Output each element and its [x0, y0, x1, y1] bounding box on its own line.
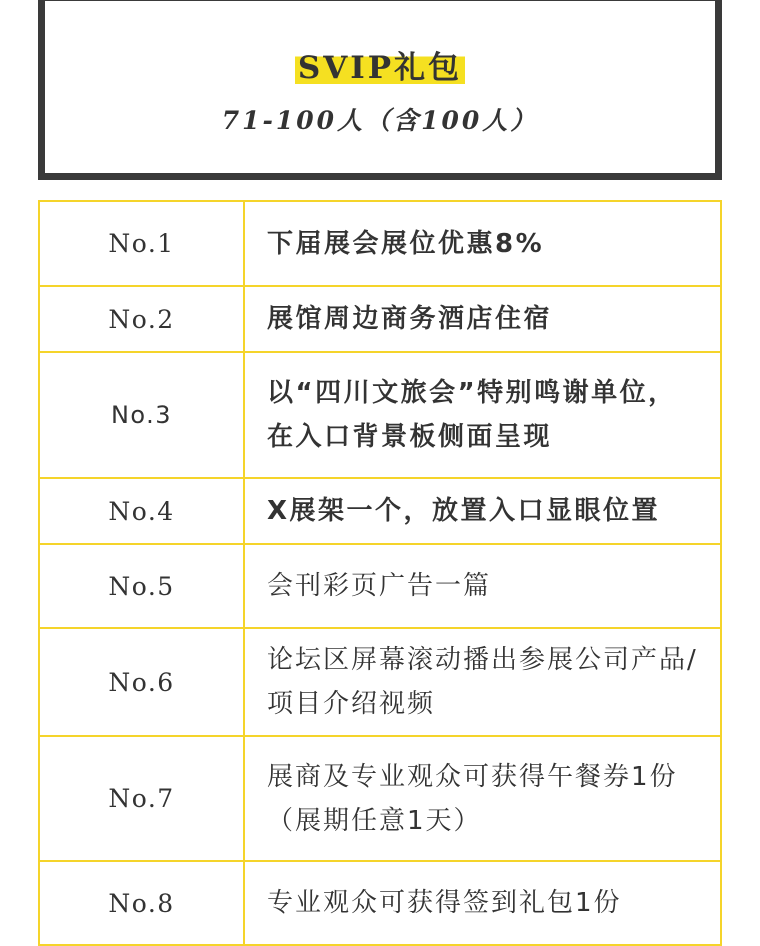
row-number: No.3 — [39, 352, 244, 478]
row-number: No.8 — [39, 861, 244, 945]
row-number: No.1 — [39, 201, 244, 286]
table-row — [39, 861, 721, 945]
table-row — [39, 628, 721, 736]
table-row — [39, 286, 721, 352]
row-number: No.7 — [39, 736, 244, 861]
title-wrap — [45, 49, 715, 87]
row-description: 以“四川文旅会”特别鸣谢单位，在入口背景板侧面呈现 — [244, 352, 721, 478]
table-row — [39, 544, 721, 628]
package-subtitle: 71-100人（含100人） — [221, 106, 539, 135]
package-header — [38, 0, 722, 180]
row-description: 会刊彩页广告一篇 — [244, 544, 721, 628]
row-description: 下届展会展位优惠8% — [244, 201, 721, 286]
table-row — [39, 201, 721, 286]
table-row — [39, 352, 721, 478]
benefits-table — [38, 200, 722, 946]
row-description: 专业观众可获得签到礼包1份 — [244, 861, 721, 945]
row-description: X展架一个，放置入口显眼位置 — [244, 478, 721, 544]
row-number: No.6 — [39, 628, 244, 736]
row-number: No.4 — [39, 478, 244, 544]
table-row — [39, 736, 721, 861]
package-title: SVIP礼包 — [295, 49, 465, 87]
row-description: 论坛区屏幕滚动播出参展公司产品/项目介绍视频 — [244, 628, 721, 736]
table-row — [39, 478, 721, 544]
row-number: No.5 — [39, 544, 244, 628]
row-description: 展商及专业观众可获得午餐券1份（展期任意1天） — [244, 736, 721, 861]
row-number: No.2 — [39, 286, 244, 352]
row-description: 展馆周边商务酒店住宿 — [244, 286, 721, 352]
